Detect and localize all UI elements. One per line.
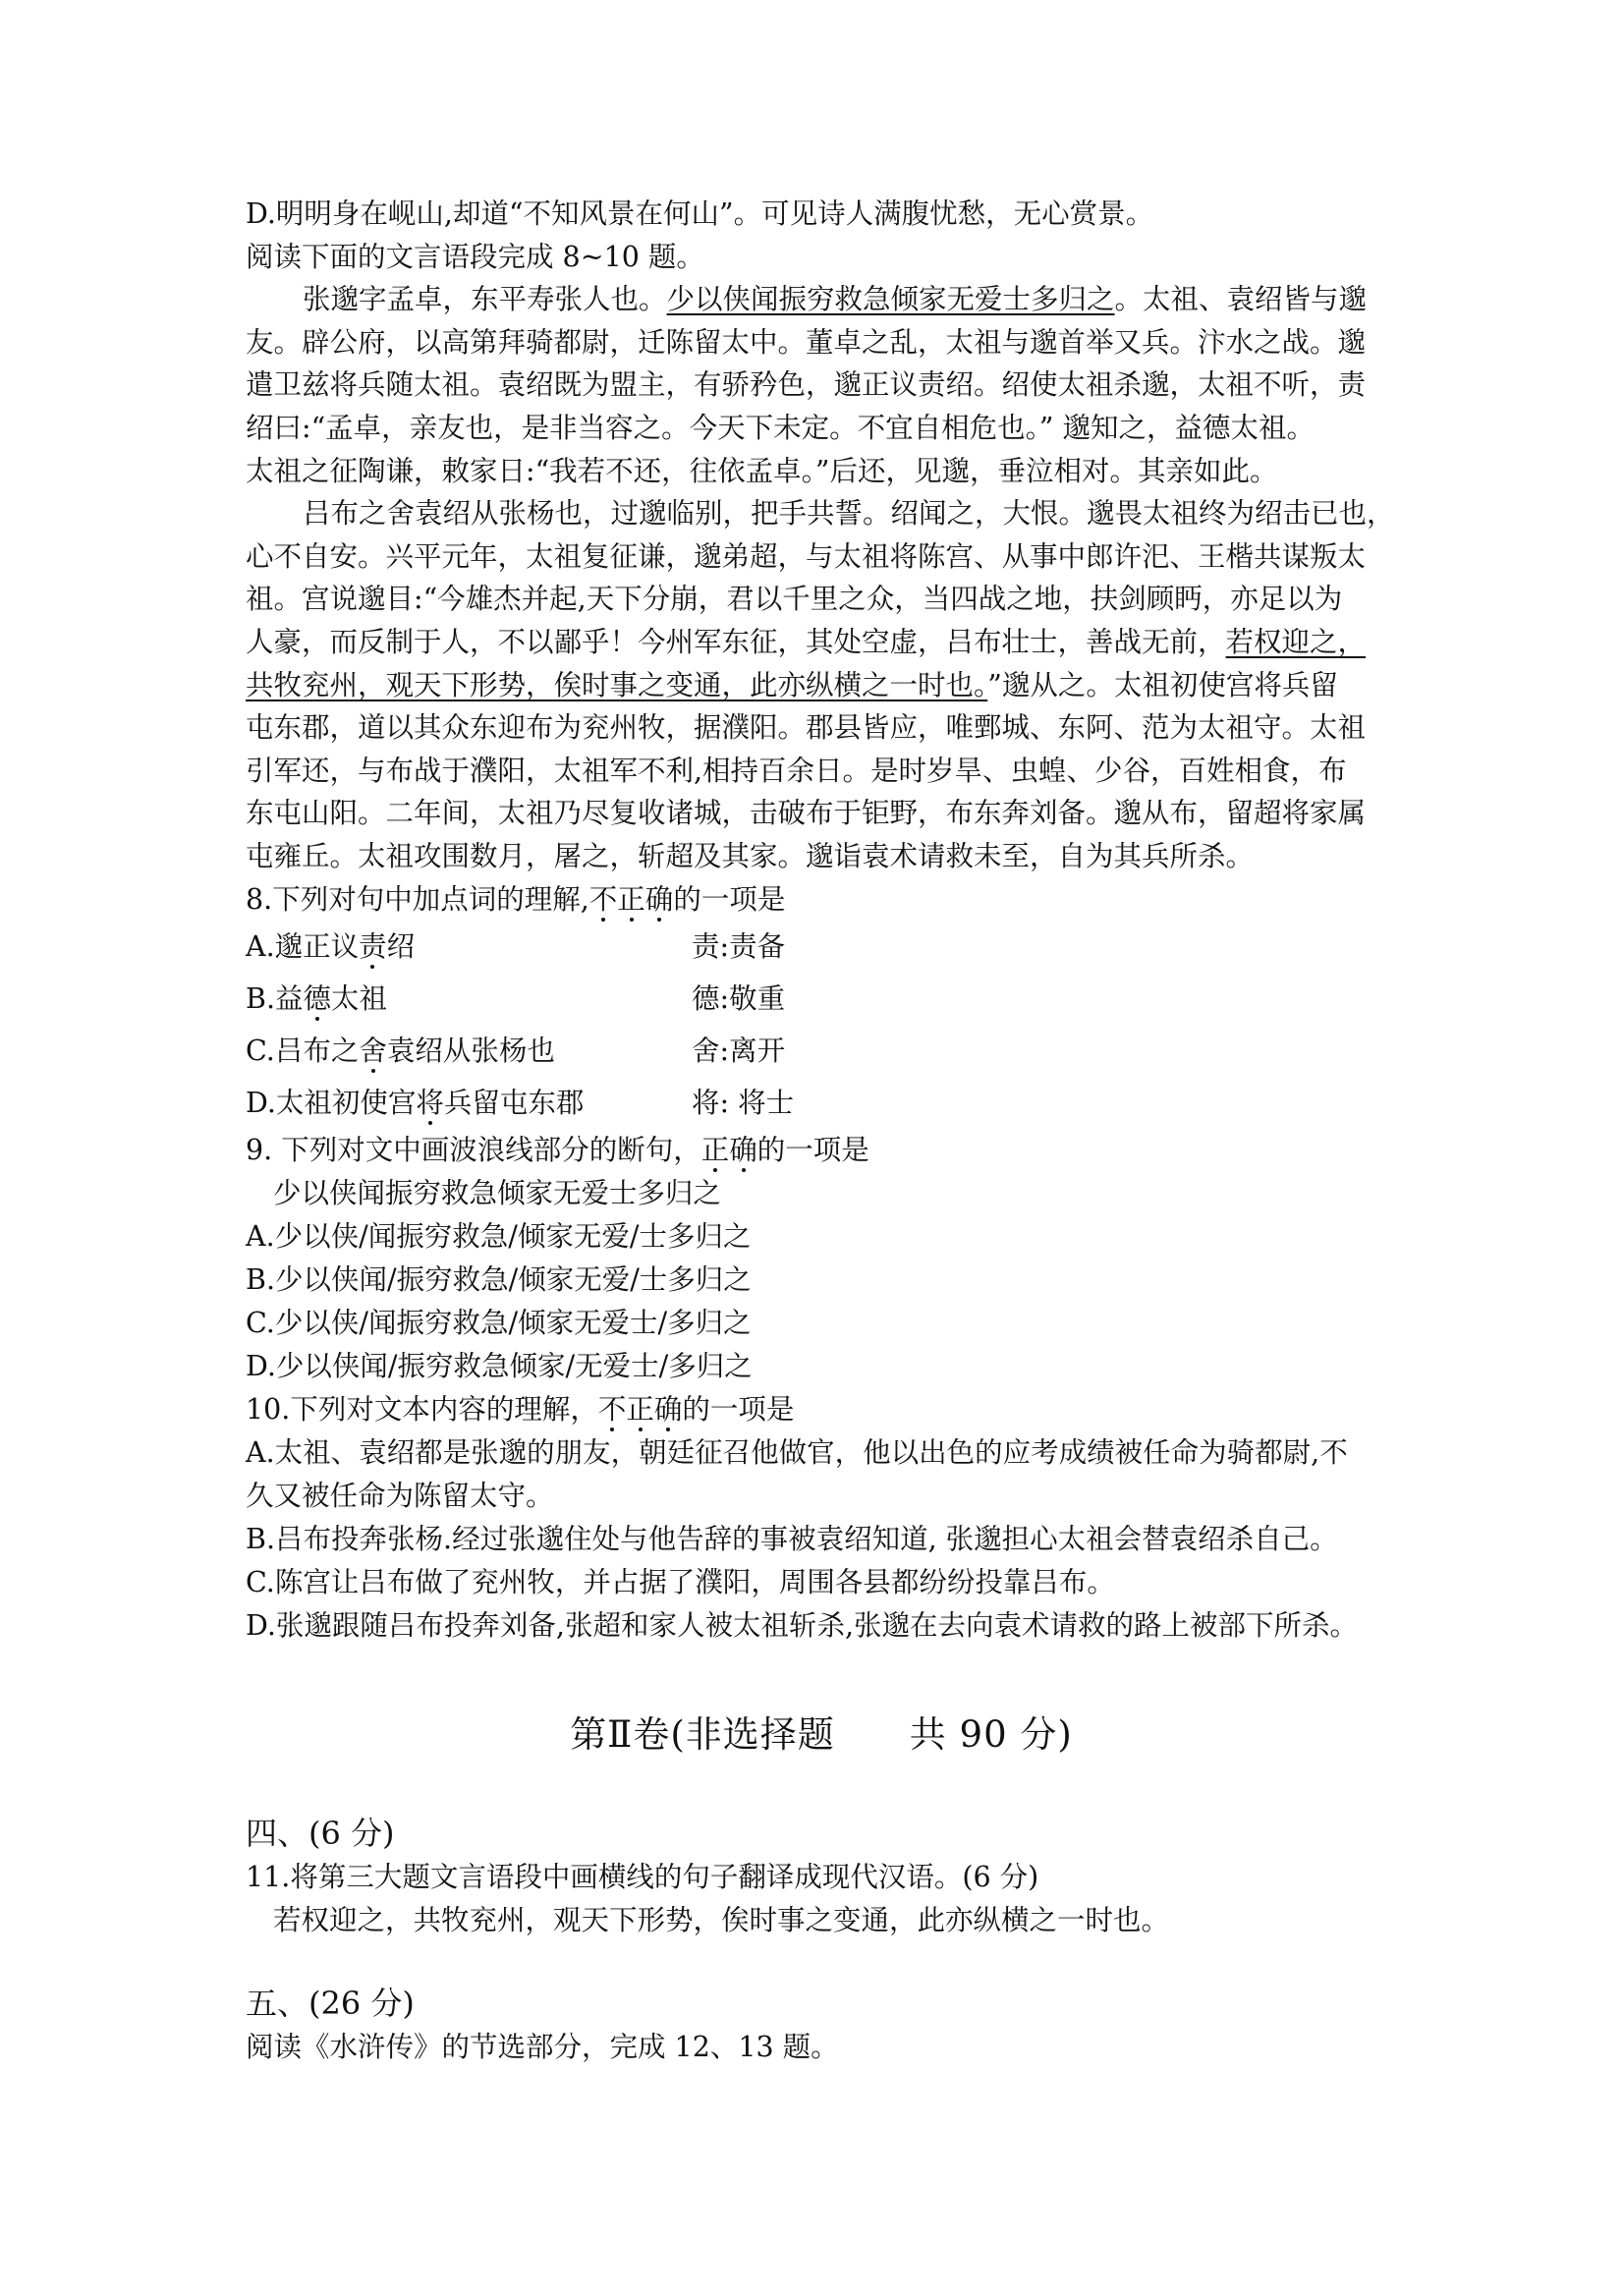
question-10-option-b: B.吕布投奔张杨.经过张邈住处与他告辞的事被袁绍知道, 张邈担心太祖会替袁绍杀自己。 [246,1523,1338,1556]
dotted-word: 德 [303,982,332,1016]
passage-line: 东屯山阳。二年间，太祖乃尽复收诸城，击破布于钜野，布东奔刘备。邈从布，留超将家属 [246,797,1367,830]
underlined-sentence: 共牧兖州，观天下形势，俟时事之变通，此亦纵横之一时也。 [246,668,988,701]
question-9-stem: 9. 下列对文中画波浪线部分的断句，正确的一项是 [246,1134,869,1167]
passage-line: 屯雍丘。太祖攻围数月，屠之，斩超及其家。邈诣袁术请救未至，自为其兵所杀。 [246,839,1255,872]
passage-line: 太祖之征陶谦，敕家日:“我若不还，往依孟卓。”后还，见邈，垂泣相对。其亲如此。 [246,454,1278,487]
passage-line: 屯东郡，道以其众东迎布为兖州牧，据濮阳。郡县皆应，唯鄄城、东阿、范为太祖守。太祖 [246,711,1367,745]
passage-paragraph-1 [246,278,1397,492]
dotted-word: 将 [416,1087,444,1120]
passage-line: 吕布之舍袁绍从张杨也，过邈临别，把手共誓。绍闻之，大恨。邈畏太祖终为绍击已也， [303,497,1395,531]
question-10-option-a: A.太祖、袁绍都是张邈的朋友，朝廷征召他做官，他以出色的应考成绩被任命为骑都尉,不 [246,1436,1348,1470]
question-10-stem: 10.下列对文本内容的理解，不正确的一项是 [246,1393,795,1427]
question-9-sentence: 少以侠闻振穷救急倾家无爱士多归之 [273,1177,722,1210]
underlined-sentence: 若权迎之， [1225,625,1367,658]
question-8-option-d: D.太祖初使宫将兵留屯东郡 将: 将士 [246,1087,795,1120]
question-8-option-c: C.吕布之舍袁绍从张杨也 舍:离开 [246,1035,786,1068]
question-10-option-a-cont: 久又被任命为陈留太守。 [246,1480,554,1513]
passage-line: 友。辟公府，以高第拜骑都尉，迁陈留太中。董卓之乱，太祖与邈首举又兵。汴水之战。邈 [246,325,1367,359]
question-10-option-d: D.张邈跟随吕布投奔刘备,张超和家人被太祖斩杀,张邈在去向袁术请救的路上被部下所杀。 [246,1609,1359,1643]
passage-line: 心不自安。兴平元年，太祖复征谦，邈弟超，与太祖将陈宫、从事中郎许汜、王楷共谋叛太 [246,539,1367,573]
passage-line: 祖。宫说邈目:“今雄杰并起,天下分崩，君以千里之众，当四战之地，扶剑顾眄，亦足以为 [246,583,1343,616]
question-9-option-c: C.少以侠/闻振穷救急/倾家无爱士/多归之 [246,1307,752,1340]
passage-paragraph-2 [246,492,1397,877]
question-9-option-d: D.少以侠闻/振穷救急倾家/无爱士/多归之 [246,1350,753,1383]
dotted-word: 舍 [359,1035,387,1068]
question-8-option-a: A.邈正议责绍 责:责备 [246,930,786,964]
question-11-sentence: 若权迎之，共牧兖州，观天下形势，俟时事之变通，此亦纵横之一时也。 [273,1903,1170,1936]
q7-option-d: D.明明身在岘山,却道“不知风景在何山”。可见诗人满腹忧愁，无心赏景。 [246,197,1154,230]
part-5-heading: 五、(26 分) [246,1985,415,2023]
section-2-title: 第Ⅱ卷(非选择题 共 90 分) [570,1713,1073,1757]
passage-line: 引军还，与布战于濮阳，太祖军不利,相持百余日。是时岁旱、虫蝗、少谷，百姓相食，布 [246,754,1347,787]
passage-line: 遣卫兹将兵随太祖。袁绍既为盟主，有骄矜色，邈正议责绍。绍使太祖杀邈，太祖不听，责 [246,368,1367,402]
wavy-underlined-sentence: 少以侠闻振穷救急倾家无爱士多归之 [666,283,1115,316]
passage-instruction: 阅读下面的文言语段完成 8~10 题。 [246,240,704,273]
passage-line: 共牧兖州，观天下形势，俟时事之变通，此亦纵横之一时也。”邈从之。太祖初使宫将兵留 [246,668,1338,701]
passage-line: 人豪，而反制于人，不以鄙乎！今州军东征，其处空虚，吕布壮士，善战无前，若权迎之， [246,625,1367,658]
passage-line: 绍曰:“孟卓，亲友也，是非当容之。今天下未定。不宜自相危也。” 邈知之，益德太祖。 [246,411,1315,444]
question-9-option-a: A.少以侠/闻振穷救急/倾家无爱/士多归之 [246,1220,752,1254]
exam-page [246,193,1397,2069]
dotted-word: 责 [359,930,387,964]
question-10-option-c: C.陈宫让吕布做了兖州牧，并占据了濮阳，周围各县都纷纷投靠吕布。 [246,1566,1115,1599]
part-4-heading: 四、(6 分) [246,1815,395,1853]
part-5-instruction: 阅读《水浒传》的节选部分，完成 12、13 题。 [246,2031,839,2064]
question-8-option-b: B.益德太祖 德:敬重 [246,982,786,1016]
question-8-options [246,921,1397,1129]
question-8-stem: 8.下列对句中加点词的理解,不正确的一项是 [246,882,786,916]
passage-line: 张邈字孟卓，东平寿张人也。少以侠闻振穷救急倾家无爱士多归之。太祖、袁绍皆与邈 [303,283,1368,316]
question-11-stem: 11.将第三大题文言语段中画横线的句子翻译成现代汉语。(6 分) [246,1861,1039,1894]
question-9-option-b: B.少以侠闻/振穷救急/倾家无爱/士多归之 [246,1263,752,1297]
